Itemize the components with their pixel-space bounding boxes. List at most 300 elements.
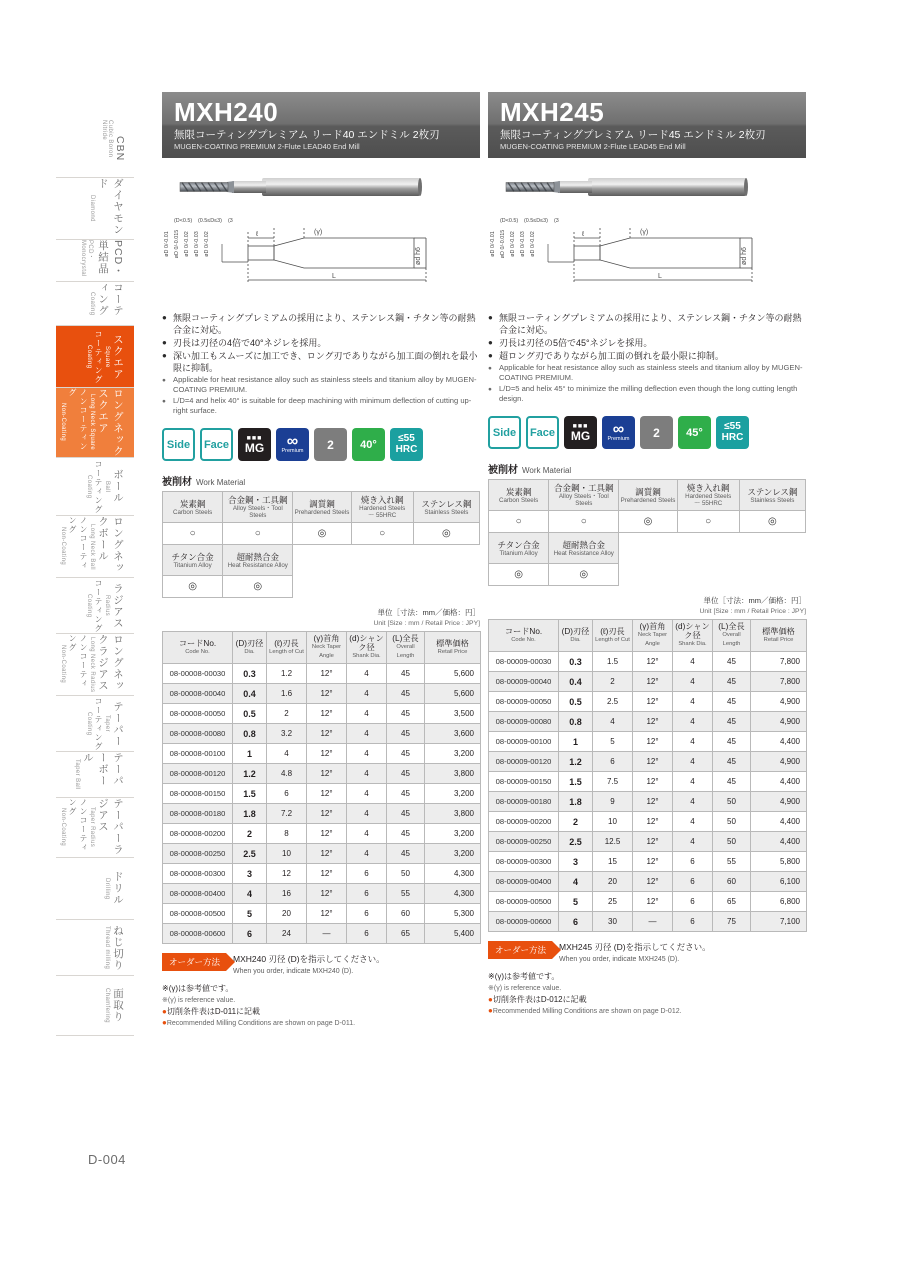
feature-bullet: ● Applicable for heat resistance alloy such as stainless steels and titanium alloy by MUGEN-COATING PREMIUM.: [162, 375, 480, 395]
wm-value-cell: ◎: [223, 576, 293, 598]
sidebar-item-label: CBN: [114, 135, 126, 162]
table-row[interactable]: [489, 872, 807, 892]
spec-cell: 50: [387, 864, 425, 884]
spec-cell: 1.5: [559, 772, 593, 792]
spec-column-header: 標準価格 Retail Price: [751, 620, 807, 652]
premium-infinity-icon: ∞ Premium: [276, 428, 309, 461]
sidebar-item-drilling[interactable]: [56, 858, 134, 920]
product-title-bar: [162, 92, 480, 158]
spec-cell: 45: [387, 784, 425, 804]
svg-text:øD 0/-0.02: øD 0/-0.02: [530, 231, 536, 257]
sidebar-item-sublabel-en: Coating: [86, 593, 92, 618]
spec-cell: 1.8: [233, 804, 267, 824]
spec-cell: 08-00009-00050: [489, 692, 559, 712]
tool-photo: [498, 170, 748, 204]
spec-cell: 45: [387, 764, 425, 784]
sidebar-item-label-en: Long Neck Square: [89, 394, 95, 451]
sidebar-item-label: ボール: [112, 469, 124, 504]
wm-header-cell: チタン合金 Titanium Alloy: [489, 533, 549, 564]
spec-cell: 12°: [307, 684, 347, 704]
spec-cell: 7.2: [267, 804, 307, 824]
spec-cell: 12°: [307, 824, 347, 844]
spec-cell: 7,100: [751, 912, 807, 932]
table-row[interactable]: [163, 864, 481, 884]
spec-cell: 45: [387, 724, 425, 744]
spec-cell: 4: [347, 704, 387, 724]
table-row[interactable]: [489, 752, 807, 772]
spec-cell: 4: [347, 764, 387, 784]
work-material-table: [488, 479, 806, 586]
spec-cell: 1.5: [233, 784, 267, 804]
sidebar-item-sublabel: コーティング: [94, 578, 103, 633]
spec-column-header: コードNo. Code No.: [163, 632, 233, 664]
spec-cell: 1.2: [559, 752, 593, 772]
spec-column-header: コードNo. Code No.: [489, 620, 559, 652]
spec-cell: 0.4: [233, 684, 267, 704]
spec-cell: 0.5: [559, 692, 593, 712]
spec-cell: 3,500: [425, 704, 481, 724]
spec-cell: 12°: [633, 672, 673, 692]
spec-cell: 4: [673, 732, 713, 752]
sidebar-item-long-neck-radius[interactable]: [56, 634, 134, 696]
spec-cell: 4: [347, 784, 387, 804]
spec-cell: 1.6: [267, 684, 307, 704]
spec-column-header: (D)刃径 Dia.: [233, 632, 267, 664]
sidebar-item-label-en: Ball: [104, 480, 110, 493]
svg-text:(0.5≤D≤3): (0.5≤D≤3): [198, 218, 222, 224]
sidebar-item-sublabel-en: Non-Coating: [60, 527, 66, 566]
spec-column-header: (d)シャンク径 Shank Dia.: [673, 620, 713, 652]
spec-cell: 12°: [633, 812, 673, 832]
spec-cell: 7.5: [593, 772, 633, 792]
table-row[interactable]: [163, 664, 481, 684]
sidebar-item-long-neck-square[interactable]: [56, 388, 134, 458]
mg-coating-icon: ■■■ MG: [564, 416, 597, 449]
wm-header-cell: 炭素鋼 Carbon Steels: [489, 480, 549, 511]
sidebar-item-label: テーパーラジアス: [97, 798, 124, 856]
sidebar-item-label-en: Square: [104, 345, 110, 368]
table-row[interactable]: [489, 692, 807, 712]
spec-cell: 12°: [307, 724, 347, 744]
spec-column-header: (L)全長 Overall Length: [387, 632, 425, 664]
spec-cell: 9: [593, 792, 633, 812]
spec-cell: 65: [713, 892, 751, 912]
face-icon: Face: [200, 428, 233, 461]
sidebar-item-taper[interactable]: [56, 696, 134, 752]
spec-cell: 12°: [633, 872, 673, 892]
sidebar-item-long-neck-ball[interactable]: [56, 516, 134, 578]
spec-cell: 0.4: [559, 672, 593, 692]
wm-header-cell: 合金鋼・工具鋼 Alloy Steels・Tool Steels: [223, 492, 293, 523]
sidebar-item-pcd-monocrystal[interactable]: [56, 240, 134, 282]
premium-infinity-icon: ∞ Premium: [602, 416, 635, 449]
table-row[interactable]: [489, 732, 807, 752]
spec-cell: 4: [559, 872, 593, 892]
unit-note-jp: 単位［寸法：mm／価格：円］: [703, 596, 806, 605]
sidebar-item-sublabel-en: Non-Coating: [60, 403, 66, 442]
wm-value-cell: ○: [163, 523, 223, 545]
spec-cell: 12°: [633, 712, 673, 732]
spec-cell: 08-00009-00100: [489, 732, 559, 752]
spec-cell: 4: [673, 712, 713, 732]
wm-value-cell: ◎: [413, 523, 479, 545]
spec-cell: 12°: [307, 764, 347, 784]
footnote-gamma: ※(γ)は参考値です。 ※(γ) is reference value.: [162, 984, 236, 1004]
spec-cell: 15: [593, 852, 633, 872]
order-method-button[interactable]: オーダー方法: [488, 941, 552, 959]
sidebar-item-label-en: Cubic Boron Nitride: [101, 120, 113, 158]
table-row[interactable]: [489, 852, 807, 872]
spec-cell: 45: [387, 664, 425, 684]
wm-value-cell: ○: [489, 511, 549, 533]
sidebar-item-label-en: Coating: [89, 291, 95, 316]
sidebar-item-sublabel: ノンコーティング: [68, 516, 88, 570]
table-row[interactable]: [489, 892, 807, 912]
unit-note-jp: 単位［寸法：mm／価格：円］: [377, 608, 480, 617]
spec-cell: 4: [593, 712, 633, 732]
wm-value-cell: ○: [351, 523, 413, 545]
spec-cell: 4,900: [751, 692, 807, 712]
spec-cell: 25: [593, 892, 633, 912]
sidebar-item-ball[interactable]: [56, 458, 134, 516]
work-material-title: 被削材 Work Material: [488, 465, 572, 476]
spec-cell: 4: [347, 804, 387, 824]
product-title-bar: [488, 92, 806, 158]
sidebar-item-sublabel-en: Non-Coating: [60, 645, 66, 684]
table-row[interactable]: [489, 672, 807, 692]
spec-column-header: 標準価格 Retail Price: [425, 632, 481, 664]
table-row[interactable]: [489, 812, 807, 832]
svg-text:ℓ: ℓ: [256, 231, 259, 238]
table-row[interactable]: [489, 712, 807, 732]
spec-column-header: (ℓ)刃長 Length of Cut: [593, 620, 633, 652]
spec-cell: 08-00008-00180: [163, 804, 233, 824]
spec-cell: 4: [673, 652, 713, 672]
sidebar-item-taper-ball[interactable]: [56, 752, 134, 798]
sidebar-item-coating[interactable]: [56, 282, 134, 326]
wm-header-cell: 超耐熱合金 Heat Resistance Alloy: [549, 533, 619, 564]
order-method-text: MXH240 刃径 (D)を指示してください。 When you order, indicate MXH240 (D).: [233, 954, 385, 975]
feature-bullet: ● 深い加工もスムーズに加工でき、ロング刃でありながら加工面の倒れを最小限に抑制。: [162, 350, 480, 374]
spec-cell: 4,900: [751, 752, 807, 772]
helix-angle-icon: 45°: [678, 416, 711, 449]
sidebar-item-label: テーパー: [112, 700, 124, 747]
order-method: [488, 941, 806, 965]
sidebar-item-chamfering[interactable]: [56, 976, 134, 1036]
unit-note-en: Unit [Size : mm / Retail Price : JPY]: [699, 608, 806, 615]
tool-photo: [172, 170, 422, 204]
table-row[interactable]: [163, 904, 481, 924]
work-material-table: [162, 491, 480, 598]
spec-cell: 12°: [307, 884, 347, 904]
feature-bullet: ● 無限コーティングプレミアムの採用により、ステンレス鋼・チタン等の耐熱合金に対応。: [162, 312, 480, 336]
svg-text:(D<0.5): (D<0.5): [174, 218, 193, 224]
spec-cell: 12°: [633, 692, 673, 712]
spec-cell: 12°: [633, 892, 673, 912]
spec-cell: 5: [559, 892, 593, 912]
sidebar-item-thread-milling[interactable]: [56, 920, 134, 976]
product-subtitle-en: MUGEN-COATING PREMIUM 2-Flute LEAD40 End Mill: [174, 142, 360, 151]
spec-cell: 12°: [633, 752, 673, 772]
spec-cell: 08-00009-00180: [489, 792, 559, 812]
sidebar-item-label-en: Long Neck Radius: [89, 636, 95, 693]
spec-cell: 45: [387, 844, 425, 864]
wm-header-cell: 合金鋼・工具鋼 Alloy Steels・Tool Steels: [549, 480, 619, 511]
table-row[interactable]: [489, 652, 807, 672]
spec-cell: 08-00009-00080: [489, 712, 559, 732]
spec-cell: 4,900: [751, 712, 807, 732]
sidebar-item-label-en: Taper: [104, 714, 110, 732]
product-illustration: [488, 158, 806, 308]
table-row[interactable]: [489, 832, 807, 852]
svg-text:øD 0/-0.01: øD 0/-0.01: [164, 231, 170, 257]
svg-text:(D<0.5): (D<0.5): [500, 218, 519, 224]
product-model: MXH240: [174, 97, 279, 127]
spec-cell: 08-00009-00040: [489, 672, 559, 692]
spec-cell: 45: [713, 712, 751, 732]
spec-column-header: (ℓ)刃長 Length of Cut: [267, 632, 307, 664]
spec-cell: 8: [267, 824, 307, 844]
sidebar-item-label-en: Thread milling: [104, 925, 110, 970]
spec-cell: 08-00009-00400: [489, 872, 559, 892]
spec-cell: 45: [387, 824, 425, 844]
spec-cell: 2.5: [233, 844, 267, 864]
spec-cell: 1.2: [267, 664, 307, 684]
sidebar-item-cubic-boron-nitride[interactable]: [56, 120, 134, 178]
spec-cell: 50: [713, 832, 751, 852]
table-row[interactable]: [163, 804, 481, 824]
spec-cell: 08-00008-00200: [163, 824, 233, 844]
spec-cell: 3.2: [267, 724, 307, 744]
sidebar: [56, 120, 134, 1036]
wm-header-cell: ステンレス鋼 Stainless Steels: [739, 480, 805, 511]
sidebar-item-sublabel: ノンコーティング: [68, 388, 88, 451]
sidebar-item-label-en: Long Neck Ball: [89, 523, 95, 570]
spec-cell: 12°: [307, 704, 347, 724]
sidebar-item-sublabel-en: Coating: [86, 474, 92, 499]
spec-cell: 3,800: [425, 804, 481, 824]
spec-cell: 4.8: [267, 764, 307, 784]
spec-cell: 3,600: [425, 724, 481, 744]
table-row[interactable]: [489, 772, 807, 792]
sidebar-item-label: ドリル: [112, 871, 124, 906]
spec-cell: 16: [267, 884, 307, 904]
spec-cell: 4: [347, 824, 387, 844]
spec-cell: 4: [673, 792, 713, 812]
spec-cell: 12.5: [593, 832, 633, 852]
feature-bullet: ● 刃長は刃径の4倍で40°ネジレを採用。: [162, 337, 480, 349]
svg-text:L: L: [658, 273, 662, 280]
feature-bullet: ● 無限コーティングプレミアムの採用により、ステンレス鋼・チタン等の耐熱合金に対応。: [488, 312, 806, 336]
svg-text:(γ): (γ): [314, 229, 323, 236]
spec-cell: 45: [387, 704, 425, 724]
feature-bullet: ● 刃長は刃径の5倍で45°ネジレを採用。: [488, 337, 806, 349]
table-row[interactable]: [163, 744, 481, 764]
sidebar-item-label: ダイヤモンド: [97, 178, 124, 236]
spec-cell: 6: [347, 924, 387, 944]
wm-header-cell: 焼き入れ鋼 Hardened Steels ～ 55HRC: [677, 480, 739, 511]
spec-cell: 08-00009-00300: [489, 852, 559, 872]
spec-cell: 08-00008-00030: [163, 664, 233, 684]
svg-text:L: L: [332, 273, 336, 280]
sidebar-item-label-en: PCD・Monocrystal: [80, 240, 93, 277]
svg-text:øD 0/-0.02: øD 0/-0.02: [184, 231, 190, 257]
spec-cell: 12°: [633, 832, 673, 852]
spec-cell: 12°: [633, 772, 673, 792]
footnote-conditions: ●切削条件表はD-012に記載 ●Recommended Milling Conditions are shown on page D-012.: [488, 995, 682, 1015]
dimension-drawing: [490, 210, 780, 302]
wm-header-cell: 調質鋼 Prehardened Steels: [293, 492, 351, 523]
svg-text:øD 0/-0.02: øD 0/-0.02: [510, 231, 516, 257]
spec-cell: 4,300: [425, 884, 481, 904]
wm-value-cell: ◎: [549, 564, 619, 586]
spec-cell: 4: [673, 672, 713, 692]
flute-count-icon: 2: [640, 416, 673, 449]
spec-cell: 6: [347, 864, 387, 884]
wm-header-cell: ステンレス鋼 Stainless Steels: [413, 492, 479, 523]
spec-cell: 5,800: [751, 852, 807, 872]
spec-cell: 4: [233, 884, 267, 904]
spec-cell: 4: [347, 664, 387, 684]
svg-text:øD 0/-0.015: øD 0/-0.015: [174, 229, 180, 259]
spec-cell: 7,800: [751, 672, 807, 692]
spec-cell: 08-00008-00600: [163, 924, 233, 944]
spec-cell: 0.3: [559, 652, 593, 672]
wm-value-cell: ◎: [293, 523, 351, 545]
table-row[interactable]: [163, 684, 481, 704]
wm-value-cell: ◎: [619, 511, 677, 533]
spec-cell: 6,800: [751, 892, 807, 912]
table-row[interactable]: [163, 844, 481, 864]
spec-cell: 5,400: [425, 924, 481, 944]
table-row[interactable]: [163, 704, 481, 724]
sidebar-item-taper-radius[interactable]: [56, 798, 134, 858]
order-method-button[interactable]: オーダー方法: [162, 953, 226, 971]
sidebar-item-diamond[interactable]: [56, 178, 134, 240]
spec-cell: 08-00008-00250: [163, 844, 233, 864]
table-row[interactable]: [489, 792, 807, 812]
sidebar-item-label: ねじ切り: [112, 924, 124, 971]
spec-cell: 5,300: [425, 904, 481, 924]
spec-cell: 4,900: [751, 792, 807, 812]
spec-cell: 55: [713, 852, 751, 872]
table-row[interactable]: [163, 764, 481, 784]
spec-cell: 1: [233, 744, 267, 764]
sidebar-item-label: ロングネックスクエア: [97, 388, 124, 457]
spec-cell: 50: [713, 812, 751, 832]
wm-value-cell: ◎: [163, 576, 223, 598]
table-row[interactable]: [163, 924, 481, 944]
sidebar-item-radius[interactable]: [56, 578, 134, 634]
spec-cell: 45: [713, 692, 751, 712]
spec-cell: 2: [593, 672, 633, 692]
wm-value-cell: ○: [549, 511, 619, 533]
sidebar-item-label: ロングネックボール: [97, 516, 124, 574]
spec-column-header: (D)刃径 Dia.: [559, 620, 593, 652]
wm-value-cell: ○: [677, 511, 739, 533]
product-subtitle-jp: 無限コーティングプレミアム リード40 エンドミル 2枚刃: [174, 129, 440, 141]
spec-cell: 5: [233, 904, 267, 924]
spec-cell: 12°: [633, 792, 673, 812]
spec-cell: 4: [673, 752, 713, 772]
product-column-mxh245: [488, 92, 806, 1017]
table-row[interactable]: [163, 784, 481, 804]
spec-cell: 08-00008-00120: [163, 764, 233, 784]
table-row[interactable]: [489, 912, 807, 932]
spec-cell: 45: [387, 684, 425, 704]
page-number: D-004: [88, 1152, 126, 1167]
spec-cell: 2: [267, 704, 307, 724]
spec-cell: 2: [233, 824, 267, 844]
spec-cell: 08-00009-00200: [489, 812, 559, 832]
sidebar-item-label-en: Radius: [104, 594, 110, 617]
unit-note: [162, 608, 480, 629]
unit-note: [488, 596, 806, 617]
sidebar-item-square[interactable]: [56, 326, 134, 388]
spec-cell: 12: [267, 864, 307, 884]
spec-cell: 75: [713, 912, 751, 932]
spec-cell: 4: [673, 812, 713, 832]
spec-cell: 5: [593, 732, 633, 752]
spec-column-header: (γ)首角 Neck Taper Angle: [307, 632, 347, 664]
spec-cell: 08-00008-00050: [163, 704, 233, 724]
spec-cell: 08-00009-00600: [489, 912, 559, 932]
spec-cell: —: [307, 924, 347, 944]
svg-text:øD 0/-0.03: øD 0/-0.03: [520, 231, 526, 257]
sidebar-item-label: スクエア: [112, 333, 124, 380]
spec-cell: 10: [267, 844, 307, 864]
product-subtitle-jp: 無限コーティングプレミアム リード45 エンドミル 2枚刃: [500, 129, 766, 141]
sidebar-item-label: テーパーボール: [82, 752, 124, 787]
spec-cell: 45: [713, 772, 751, 792]
table-row[interactable]: [163, 884, 481, 904]
spec-cell: 12°: [307, 864, 347, 884]
spec-cell: 10: [593, 812, 633, 832]
wm-value-cell: ◎: [739, 511, 805, 533]
spec-cell: 65: [387, 924, 425, 944]
sidebar-item-label-en: Diamond: [89, 195, 95, 222]
spec-cell: 2.5: [593, 692, 633, 712]
product-model: MXH245: [500, 97, 605, 127]
spec-cell: 20: [267, 904, 307, 924]
spec-cell: 4,400: [751, 832, 807, 852]
table-row[interactable]: [163, 724, 481, 744]
spec-cell: 4,400: [751, 772, 807, 792]
spec-cell: 08-00008-00040: [163, 684, 233, 704]
spec-cell: 4: [347, 844, 387, 864]
spec-cell: 3: [559, 852, 593, 872]
spec-cell: 55: [387, 884, 425, 904]
spec-cell: 6: [233, 924, 267, 944]
spec-cell: 4: [347, 744, 387, 764]
spec-cell: 12°: [307, 844, 347, 864]
spec-cell: 3,200: [425, 824, 481, 844]
spec-cell: 12°: [307, 904, 347, 924]
footnote-conditions: ●切削条件表はD-011に記載 ●Recommended Milling Conditions are shown on page D-011.: [162, 1007, 356, 1027]
feature-bullets: [488, 312, 806, 404]
spec-cell: 0.8: [559, 712, 593, 732]
spec-cell: 6: [673, 852, 713, 872]
spec-cell: 6,100: [751, 872, 807, 892]
spec-cell: 08-00008-00400: [163, 884, 233, 904]
table-row[interactable]: [163, 824, 481, 844]
sidebar-item-label: 面取り: [112, 988, 124, 1023]
product-column-mxh240: [162, 92, 480, 1029]
feature-bullet: ● Applicable for heat resistance alloy such as stainless steels and titanium alloy by MUGEN-COATING PREMIUM.: [488, 363, 806, 383]
spec-cell: 12°: [633, 852, 673, 872]
spec-cell: 45: [387, 804, 425, 824]
spec-cell: 45: [713, 652, 751, 672]
